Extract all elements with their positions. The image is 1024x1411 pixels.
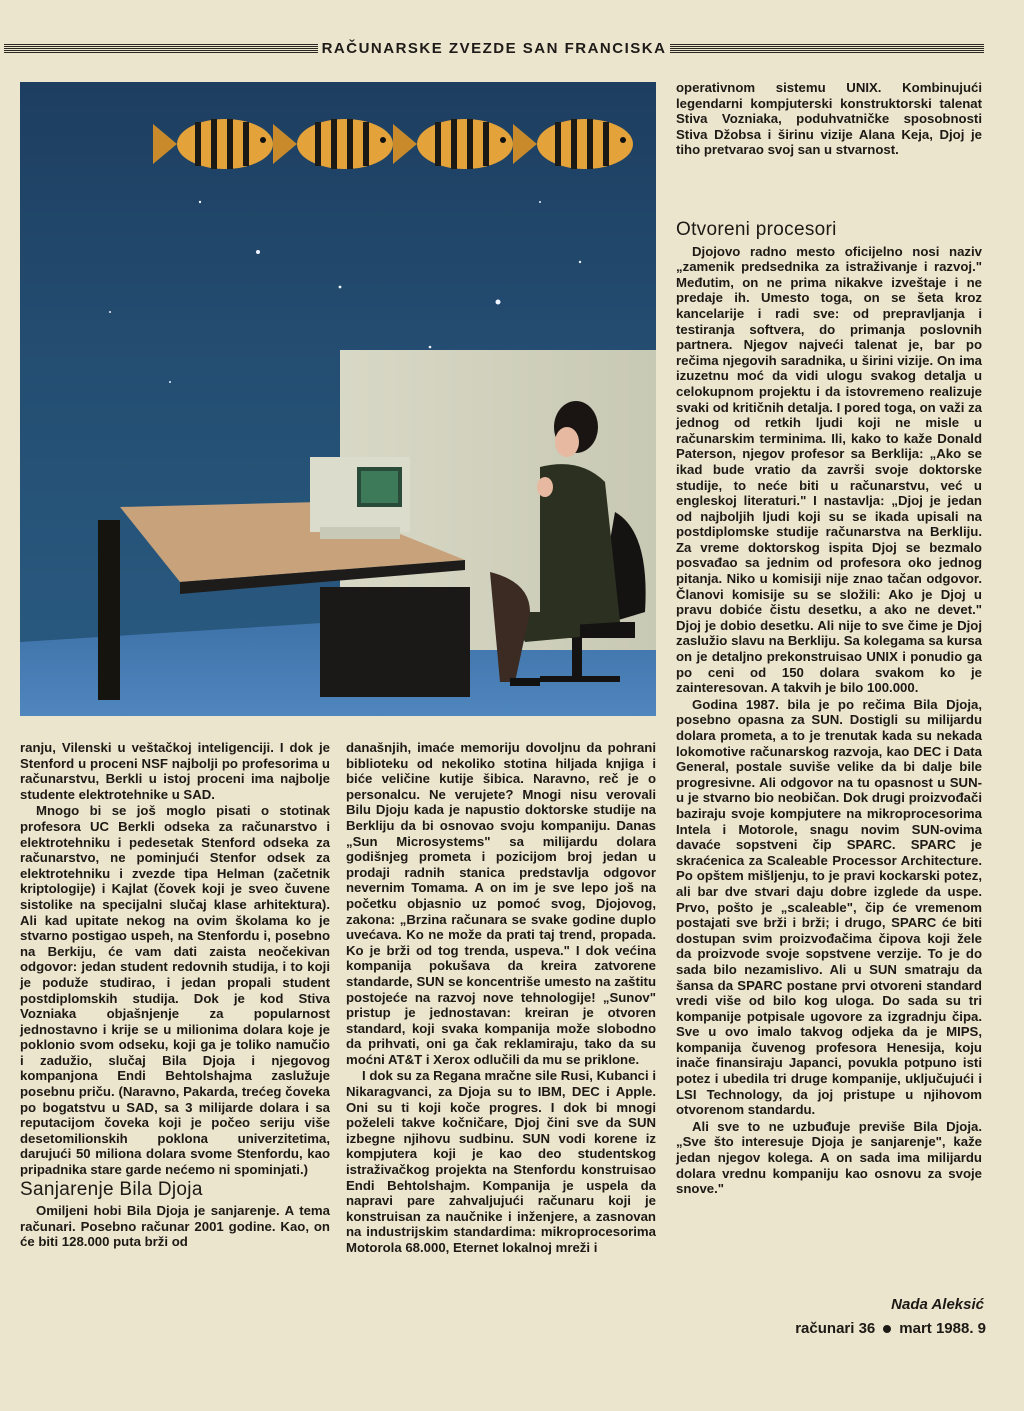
paragraph: Mnogo bi se još moglo pisati o stotinak profesora UC Berkli odseka za računarstvo i elektrotehniku i pedesetak Stenford odseka za računarstvo, ne pominjući Stenfor odsek za elektrotehniku i zvezde tipa Helman (začetnik kriptologije) i Kajlat (čovek koji je sveo čuvene sistolike na specijalni slučaj klase arhitektura). Ali kad upitate nekog na ovim školama ko je stvarno postigao uspeh, na Stenfordu i, posebno na Berkiju, će vam dati zaista neočekivan odgovor: jedan student redovnih studija, i to koji je poduže studirao, i jedan propali student postdiplomskih studija. Dok je kod Stiva Vozniaka objašnjenje za popularnost jednostavno i krije se u milionima dolara koje je poklonio svom odseku, koji ga je toliko namučio i zadužio, slučaj Bila Djoja i njegovog kompanjona Endi Behtolshajma zaslužuje posebnu priču. (Naravno, Pakarda, trećeg čoveka po bogatstvu u SAD, sa 3 milijarde dolara i sa reputacijom čoveka koji je počeo seriju više desetomilionskih poklona univerzitetima, darujući 50 miliona dolara svome Stenfordu, kao pripadnika stare garde nećemo ni spominjati.) — [20, 803, 330, 1178]
footer-bullet — [883, 1325, 891, 1333]
article-column-left — [20, 740, 330, 1251]
article-illustration — [20, 82, 656, 716]
section-heading-otvoreni-procesori: Otvoreni procesori — [676, 219, 837, 240]
footer-date: mart 1988. — [899, 1320, 974, 1337]
paragraph: operativnom sistemu UNIX. Kombinujući legendarni kompjuterski konstruktorski talenat Stiva Vozniaka, poduhvatničke sposobnosti Stiva Džobsa i širinu vizije Alana Keja, Djoj je tiho pretvarao svoj san u stvarnost. — [676, 80, 982, 158]
page-number: 9 — [977, 1320, 986, 1337]
paragraph: I dok su za Regana mračne sile Rusi, Kubanci i Nikaragvanci, za Djoja su to IBM, DEC i Apple. Oni su ti koji koče progres. I dok bi mnogi poželeli takve kočničare, Djoj čini sve da SUN izbegne njihovu sudbinu. SUN vodi korene iz kompjutera koji je kao deo studentskog istraživačkog projekta na Stenfordu konstruisao Endi Behtolshajm. Kompanija je uspela da napravi pare zahvaljujući računaru koji je konstruisan za naučnike i inženjere, a zasnovan na industrijskim standardima: mikroprocesorima Motorola 68.000, Eternet lokalnoj mreži i — [346, 1068, 656, 1255]
running-header — [0, 34, 1024, 62]
desk-leg-left — [98, 520, 120, 700]
desk-cabinet — [320, 587, 470, 697]
header-title: RAČUNARSKE ZVEZDE SAN FRANCISKA — [321, 39, 667, 57]
page-footer — [795, 1320, 986, 1337]
author-signature: Nada Aleksić — [891, 1296, 984, 1313]
paragraph: Ali sve to ne uzbuđuje previše Bila Djoja. „Sve što interesuje Djoja je sanjarenje", kaže jedan njegov kolega. A on sada ima milijardu dolara vrednu kompaniju kao osnovu za svoje snove." — [676, 1118, 982, 1197]
paragraph: ranju, Vilenski u veštačkoj inteligenciji. I dok je Stenford u proceni NSF najbolji po profesorima u računarstvu, Berkli u istoj proceni ima najbolje studente elektrotehnike u SAD. — [20, 740, 330, 802]
illustration-svg — [20, 82, 656, 716]
article-column-middle — [346, 740, 656, 1257]
section-heading-sanjarenje: Sanjarenje Bila Djoja — [20, 1178, 203, 1200]
computer-terminal — [310, 457, 410, 539]
article-column-right-top — [676, 80, 982, 159]
paragraph: Godina 1987. bila je po rečima Bila Djoja, posebno opasna za SUN. Dostigli su milijardu dolara prometa, a to je trenutak kada su nekada lokomotive računarskog razvoja, kao DEC i Data General, postale suviše velike da bi dalje bile progresivne. Ali odgovor na tu opasnost u SUN-u je stvarno bio neobičan. Dok drugi proizvođači baziraju svoje kompjutere na mikroprocesorima Intela i Motorole, snagu novim SUN-ovima davaće sopstveni čip SPARC. SPARC je skraćenica za Scaleable Processor Architecture. Po opštem mišljenju, to je pravi kockarski potez, ali bar dve stvari daju dobre izglede da uspe. Prvo, pošto je „scaleable", čip će vremenom postajati sve brži i brži; i drugo, SPARC će biti dostupan svim proizvođačima čipova koji žele da proizvode svoje sopstvene verzije. To je do sada bilo nezamislivo. Ali u SUN smatraju da šansa da SPARC postane prvi otvoreni standard vredi više od bilo kog uloga. Do sada su tri kompanije potpisale ugovore za izgradnju čipa. Sve u ovo imalo takvog odjeka da je MIPS, kompanija čuvenog profesora Henesija, koju inače finansiraju Japanci, povukla potpuno isti potez i ubedila tri druge kompanije, uključujući i LSI Technology, da joj pristupe u njihovom otvorenom standardu. — [676, 696, 982, 1118]
header-rule-right — [670, 44, 984, 53]
paragraph: Djojovo radno mesto oficijelno nosi naziv „zamenik predsednika za istraživanje i razvoj." Međutim, on ne prima nikakve izveštaje i ne predaje ih. Umesto toga, on se šeta kroz kancelarije i radi sve: od prepravljanja i testiranja softvera, do primanja poslovnih partnera. Njegov najveći talenat je, bar po rečima njegovih saradnika, u širini vizije. On ima izuzetnu moć da vidi ulogu svakog detalja u celokupnom projektu i da istovremeno realizuje svaki od kritičnih detalja. I pored toga, on važi za jednog od retkih ljudi koji ne misle u računarskim terminima. Ili, kako to kaže Donald Paterson, njegov profesor sa Berklija: „Ako se ikad bude vratio da završi svoje doktorske studije, to neće biti u računarstvu, već u engleskoj literaturi." I nastavlja: „Djoj je jedan od najboljih ljudi koji su se ikada upisali na postdiplomske studije računarstva na Berkliju. Za vreme doktorskog ispita Djoj se bezmalo posvađao sa jednim od profesora oko jednog pitanja. Niko u komisiji nije znao tačan odgovor. Članovi komisije su se složili: Ako je Djoj u pravu dobiće čistu desetku, a ako ne devet." Djoj je dobio desetku. Ali nije to sve čime je Djoj zaslužio slavu na Berkliju. Sa kolegama sa kursa on je detaljno prekonstruisao UNIX i ponudio ga po ceni od 150 dolara svakom ko je zainteresovan. A takvih je bilo 100.000. — [676, 243, 982, 696]
paragraph: Omiljeni hobi Bila Djoja je sanjarenje. A tema računari. Posebno računar 2001 godine. Kao, on će biti 128.000 puta brži od — [20, 1203, 330, 1250]
article-column-right — [676, 218, 982, 1198]
tiger-fish-row — [153, 119, 633, 169]
header-rule-left — [4, 44, 318, 53]
paragraph: današnjih, imaće memoriju dovoljnu da pohrani biblioteku od nekoliko stotina hiljada knjiga i biće veličine kutije šibica. Naravno, reč je o personalcu. Ne verujete? Mnogi nisu verovali Bilu Djoju kada je napustio doktorske studije na Berkliju da bi osnovao svoju kompaniju. Danas „Sun Microsystems" sa milijardu dolara godišnjeg prometa i pozicijom broj jedan u prodaji radnih stanica predstavlja odgovor nevernim Tomama. A on im je sve lepo još na početku objasnio uz pomoć svog, Djojovog, zakona: „Brzina računara se svake godine duplo uvećava. Ko ne može da prati taj trend, propada. Ko je brži od tog trenda, uspeva." I dok većina kompanija pokušava da kreira zatvorene standarde, SUN se koncentriše umesto na zaštitu postojeće na razvoj nove tehnologije! „Sunov" pristup je jednostavan: kreiran je otvoren standard, koji svaka kompanija može slobodno da prihvati, oni ga čak reklamiraju, tako da su moćni AT&T i Xerox odlučili da mu se priklone. — [346, 740, 656, 1067]
footer-magazine: računari 36 — [795, 1320, 876, 1337]
